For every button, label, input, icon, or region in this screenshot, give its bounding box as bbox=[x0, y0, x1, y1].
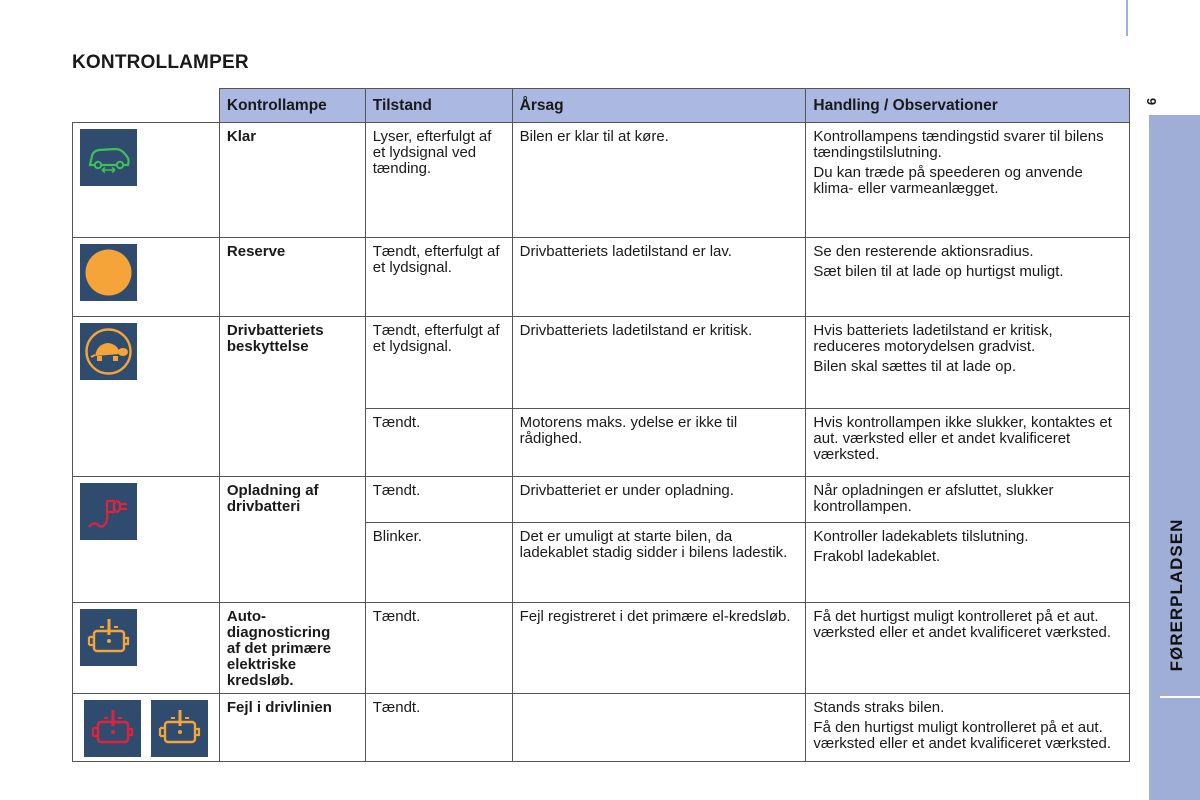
lamp-state: Lyser, efterfulgt af et lydsignal ved tænding. bbox=[365, 123, 512, 238]
side-tab-underline bbox=[1160, 696, 1200, 698]
lamp-action bbox=[806, 409, 1130, 477]
lamp-cause: Fejl registreret i det primære el-kredsløb. bbox=[512, 603, 806, 694]
table-row bbox=[73, 238, 1130, 317]
orange-motor-fault-icon bbox=[151, 700, 208, 757]
lamp-cause: Bilen er klar til at køre. bbox=[512, 123, 806, 238]
lamp-name: Fejl i drivlinien bbox=[219, 694, 365, 762]
lamp-name: Auto- diagnosticring af det primære elektriske kredsløb. bbox=[219, 603, 365, 694]
table-header-row bbox=[73, 89, 1130, 123]
action-text: Se den resterende aktionsradius. bbox=[813, 243, 1034, 260]
lamp-state: Blinker. bbox=[365, 523, 512, 603]
action-text: Stands straks bilen. bbox=[813, 699, 945, 716]
icon-cell bbox=[73, 603, 220, 694]
lamp-name: Opladning af drivbatteri bbox=[219, 477, 365, 603]
header-cause: Årsag bbox=[512, 89, 806, 123]
action-text: Hvis batteriets ladetilstand er kritisk, reduceres motorydelsen gradvist. bbox=[813, 322, 1053, 355]
turtle-protection-icon bbox=[80, 323, 137, 380]
lamp-cause: Det er umuligt at starte bilen, da ladekablet stadig sidder i bilens ladestik. bbox=[512, 523, 806, 603]
green-car-ready-icon bbox=[80, 129, 137, 186]
warning-lamp-table bbox=[72, 88, 1130, 762]
lamp-cause: Motorens maks. ydelse er ikke til rådighed. bbox=[512, 409, 806, 477]
lamp-action bbox=[806, 603, 1130, 694]
lamp-action bbox=[806, 317, 1130, 409]
icon-cell bbox=[73, 123, 220, 238]
lamp-action bbox=[806, 123, 1130, 238]
charging-plug-icon bbox=[80, 483, 137, 540]
icon-pair bbox=[80, 700, 212, 757]
table-row bbox=[73, 603, 1130, 694]
lamp-action bbox=[806, 477, 1130, 523]
icon-cell bbox=[73, 477, 220, 603]
header-blank bbox=[73, 89, 220, 123]
lamp-cause: Drivbatteriet er under opladning. bbox=[512, 477, 806, 523]
lamp-name: Reserve bbox=[219, 238, 365, 317]
lamp-cause: Drivbatteriets ladetilstand er lav. bbox=[512, 238, 806, 317]
lamp-name: Klar bbox=[219, 123, 365, 238]
lamp-cause bbox=[512, 694, 806, 762]
lamp-action bbox=[806, 523, 1130, 603]
icon-cell bbox=[73, 238, 220, 317]
action-text: Bilen skal sættes til at lade op. bbox=[813, 358, 1017, 375]
orange-motor-fault-icon bbox=[80, 609, 137, 666]
lamp-action bbox=[806, 238, 1130, 317]
action-text: Når opladningen er afsluttet, slukker kontrollampen. bbox=[813, 482, 1054, 515]
top-rule bbox=[1126, 0, 1128, 36]
lamp-state: Tændt. bbox=[365, 409, 512, 477]
lamp-state: Tændt. bbox=[365, 477, 512, 523]
header-state: Tilstand bbox=[365, 89, 512, 123]
page-number: 9 bbox=[1144, 97, 1160, 106]
action-text: Frakobl ladekablet. bbox=[813, 548, 941, 565]
table-row bbox=[73, 317, 1130, 409]
side-tab-label: FØRERPLADSEN bbox=[1167, 518, 1186, 672]
orange-circle-reserve-icon bbox=[80, 244, 137, 301]
page-title: KONTROLLAMPER bbox=[72, 52, 249, 73]
action-text: Hvis kontrollampen ikke slukker, kontaktes et aut. værksted eller et andet kvalificeret værksted. bbox=[813, 414, 1112, 463]
action-text: Du kan træde på speederen og anvende klima- eller varmeanlægget. bbox=[813, 164, 1083, 197]
table-row bbox=[73, 123, 1130, 238]
lamp-state: Tændt. bbox=[365, 694, 512, 762]
action-text: Sæt bilen til at lade op hurtigst muligt. bbox=[813, 263, 1064, 280]
red-motor-fault-icon bbox=[84, 700, 141, 757]
lamp-state: Tændt, efterfulgt af et lydsignal. bbox=[365, 317, 512, 409]
icon-cell bbox=[73, 317, 220, 477]
action-text: Få det hurtigst muligt kontrolleret på et aut. værksted eller et andet kvalificeret værksted. bbox=[813, 608, 1112, 641]
action-text: Kontroller ladekablets tilslutning. bbox=[813, 528, 1029, 545]
header-action: Handling / Observationer bbox=[806, 89, 1130, 123]
icon-cell bbox=[73, 694, 220, 762]
action-text: Få den hurtigst muligt kontrolleret på et aut. værksted eller et andet kvalificeret værksted. bbox=[813, 719, 1112, 752]
lamp-state: Tændt. bbox=[365, 603, 512, 694]
table-row bbox=[73, 694, 1130, 762]
lamp-action bbox=[806, 694, 1130, 762]
lamp-name: Drivbatteriets beskyttelse bbox=[219, 317, 365, 477]
action-text: Kontrollampens tændingstid svarer til bilens tændingstilslutning. bbox=[813, 128, 1104, 161]
lamp-state: Tændt, efterfulgt af et lydsignal. bbox=[365, 238, 512, 317]
table-row bbox=[73, 477, 1130, 523]
side-tab-label-wrap bbox=[1167, 505, 1187, 685]
header-lamp: Kontrollampe bbox=[219, 89, 365, 123]
lamp-cause: Drivbatteriets ladetilstand er kritisk. bbox=[512, 317, 806, 409]
